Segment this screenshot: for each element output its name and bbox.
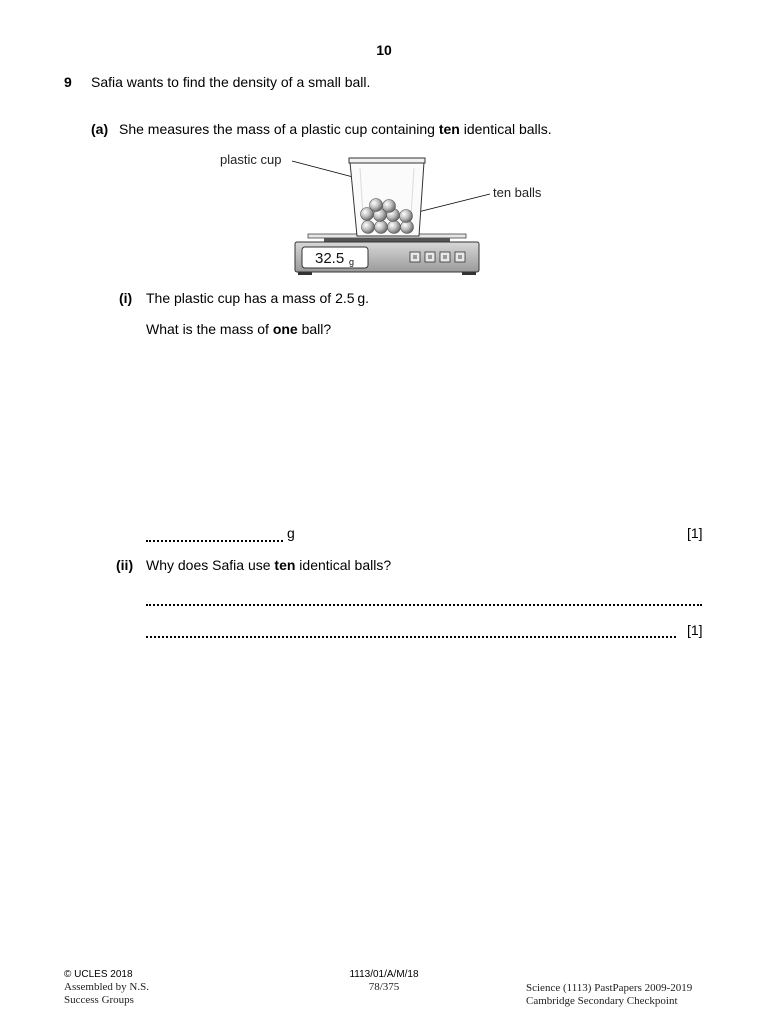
- sub-ii-q-bold: ten: [274, 557, 296, 573]
- ball: [370, 199, 383, 212]
- question-number: 9: [64, 74, 72, 90]
- label-plastic-cup: plastic cup: [220, 152, 282, 167]
- balance-foot-right: [462, 272, 476, 275]
- sub-i-question: [146, 321, 331, 338]
- sub-ii-q-1: Why does Safia use: [146, 557, 275, 573]
- leader-line-balls: [418, 194, 490, 212]
- page-number: 10: [376, 42, 392, 58]
- button-dot: [428, 255, 432, 259]
- sub-i-q-2: ball?: [297, 321, 332, 337]
- footer-assembled: Assembled by N.S.: [64, 981, 149, 993]
- footer-series: Science (1113) PastPapers 2009-2019: [526, 982, 693, 994]
- footer-copyright: © UCLES 2018: [64, 969, 133, 980]
- question-stem: Safia wants to find the density of a small ball.: [91, 74, 371, 90]
- ball: [383, 200, 396, 213]
- marks-i: [1]: [687, 525, 703, 541]
- answer-line-ii-2[interactable]: [146, 636, 676, 638]
- ball: [400, 210, 413, 223]
- sub-i-label: (i): [119, 290, 133, 306]
- button-dot: [413, 255, 417, 259]
- label-ten-balls: ten balls: [493, 185, 542, 200]
- sub-i-q-1: What is the mass of: [146, 321, 273, 337]
- sub-ii-question: [146, 557, 391, 574]
- part-a-text-1: She measures the mass of a plastic cup containing: [119, 121, 439, 137]
- part-a-label: (a): [91, 121, 109, 137]
- balance-figure: [210, 148, 560, 278]
- cup-rim: [349, 158, 425, 163]
- footer-code: 1113/01/A/M/18: [349, 969, 419, 980]
- balance-pan-support: [324, 238, 450, 242]
- display-unit: g: [349, 257, 355, 267]
- button-dot: [443, 255, 447, 259]
- footer-board: Cambridge Secondary Checkpoint: [526, 995, 678, 1007]
- answer-line-ii-1[interactable]: [146, 604, 702, 606]
- answer-line-i[interactable]: [146, 540, 283, 542]
- display-value: 32.5: [315, 250, 345, 267]
- ball: [388, 221, 401, 234]
- leader-line-cup: [292, 161, 353, 177]
- sub-i-q-bold: one: [272, 321, 298, 337]
- part-a-text: [119, 121, 552, 138]
- button-dot: [458, 255, 462, 259]
- ball: [375, 221, 388, 234]
- sub-ii-q-2: identical balls?: [295, 557, 392, 573]
- footer-pages: 78/375: [368, 981, 400, 993]
- footer-group: Success Groups: [64, 994, 134, 1006]
- sub-i-line1: The plastic cup has a mass of 2.5 g.: [146, 290, 370, 306]
- sub-ii-label: (ii): [116, 557, 134, 573]
- answer-unit: g: [287, 525, 295, 541]
- ball: [362, 221, 375, 234]
- part-a-text-bold: ten: [438, 121, 460, 137]
- part-a-text-2: identical balls.: [459, 121, 552, 137]
- balance-foot-left: [298, 272, 312, 275]
- marks-ii: [1]: [687, 622, 703, 638]
